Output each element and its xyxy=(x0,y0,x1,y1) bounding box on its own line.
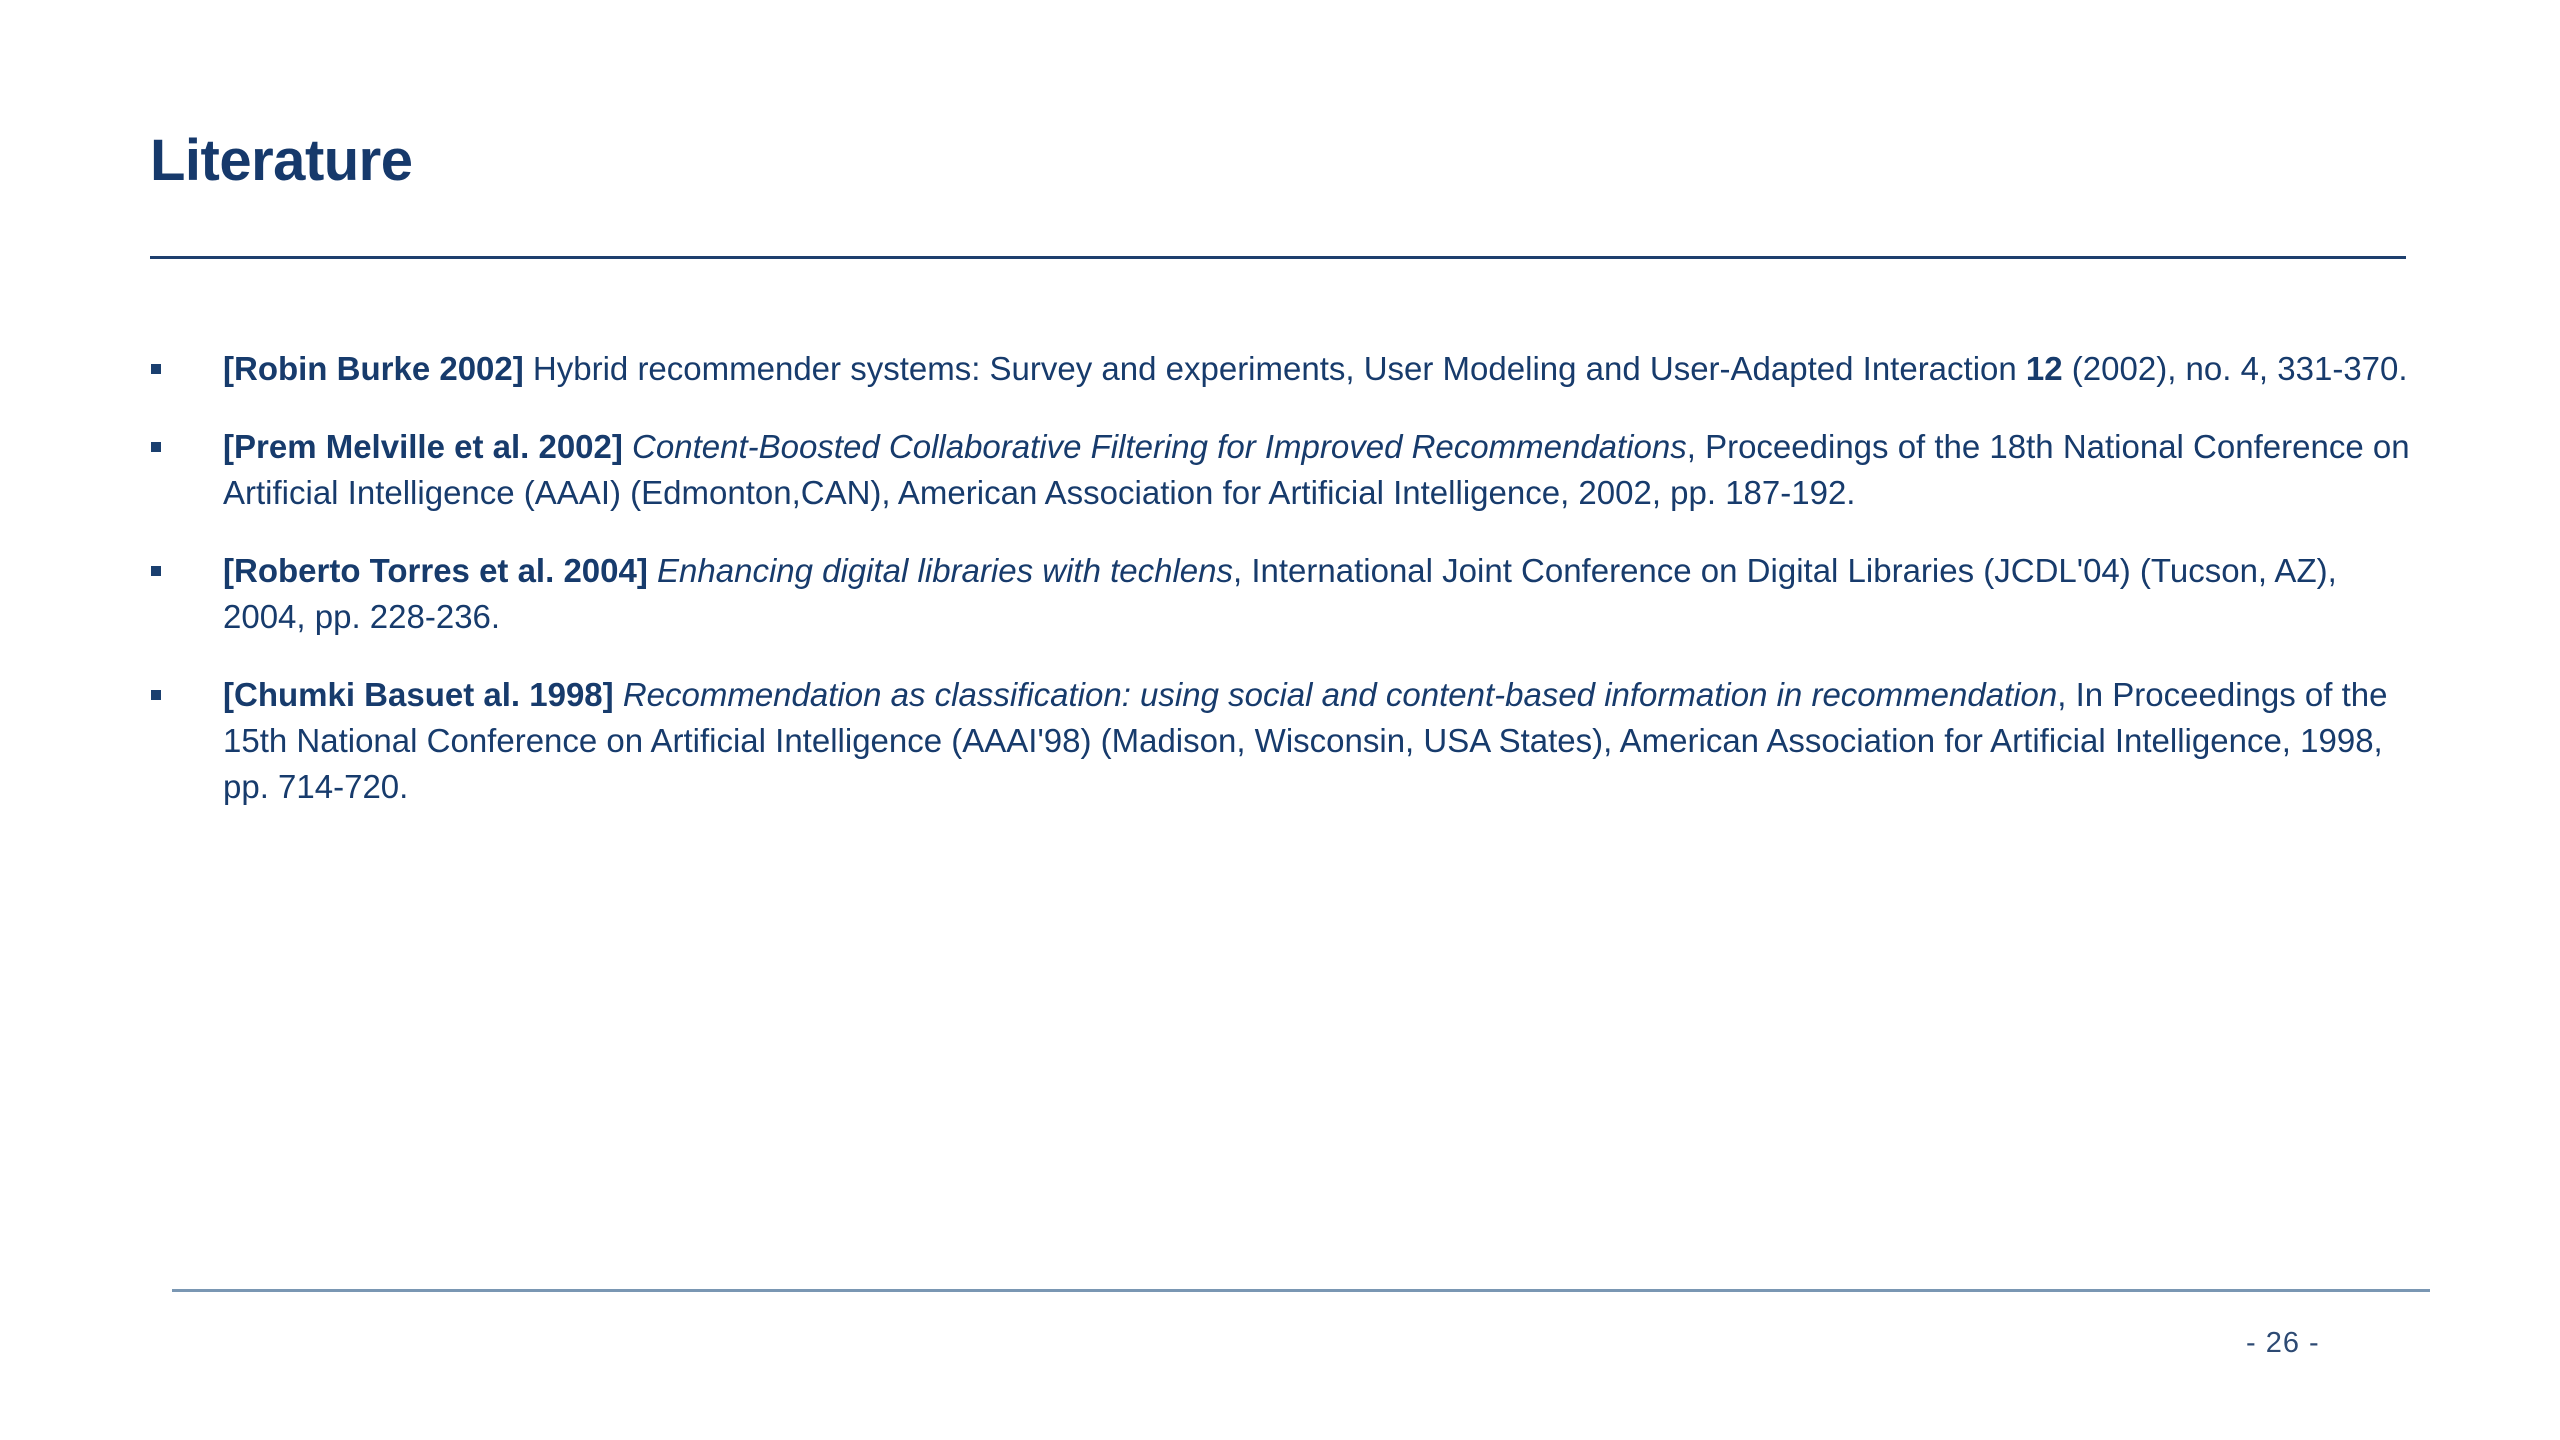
reference-item xyxy=(150,424,2420,516)
reference-volume: 12 xyxy=(2025,350,2063,387)
bullet-square-icon xyxy=(151,566,161,576)
reference-text: , Proceedings of the 18th National Conference on Artificial Intelligence (AAAI) (Edmonton,CAN), American Association for Artificial Intelligence, 2002, pp. 187-192. xyxy=(223,428,2410,511)
reference-item xyxy=(150,548,2420,640)
page-number: - 26 - xyxy=(2246,1327,2320,1359)
reference-list xyxy=(150,346,2420,842)
bullet-square-icon xyxy=(151,690,161,700)
reference-key: [Chumki Basuet al. 1998] xyxy=(223,676,614,713)
slide-title: Literature xyxy=(150,128,413,193)
reference-text: Hybrid recommender systems: Survey and experiments, User Modeling and User-Adapted Interaction xyxy=(523,350,2026,387)
reference-item xyxy=(150,672,2420,810)
reference-title: Content-Boosted Collaborative Filtering for Improved Recommendations xyxy=(632,428,1687,465)
reference-key: [Robin Burke 2002] xyxy=(223,350,524,387)
title-divider xyxy=(150,256,2406,259)
reference-text: (2002), no. 4, 331-370. xyxy=(2062,350,2408,387)
footer-divider xyxy=(172,1289,2430,1292)
reference-key: [Roberto Torres et al. 2004] xyxy=(223,552,648,589)
reference-key: [Prem Melville et al. 2002] xyxy=(223,428,623,465)
reference-title: Enhancing digital libraries with techlens xyxy=(657,552,1234,589)
reference-item xyxy=(150,346,2420,392)
reference-title: Recommendation as classification: using social and content-based information in recommendation xyxy=(622,676,2058,713)
bullet-square-icon xyxy=(151,442,161,452)
reference-text: , International Joint Conference on Digital Libraries (JCDL'04) (Tucson, AZ), 2004, pp. 228-236. xyxy=(223,552,2337,635)
reference-text: , In Proceedings of the 15th National Conference on Artificial Intelligence (AAAI'98) (Madison, Wisconsin, USA States), American Association for Artificial Intelligence, 1998, pp. 714-720. xyxy=(223,676,2388,805)
bullet-square-icon xyxy=(151,364,161,374)
